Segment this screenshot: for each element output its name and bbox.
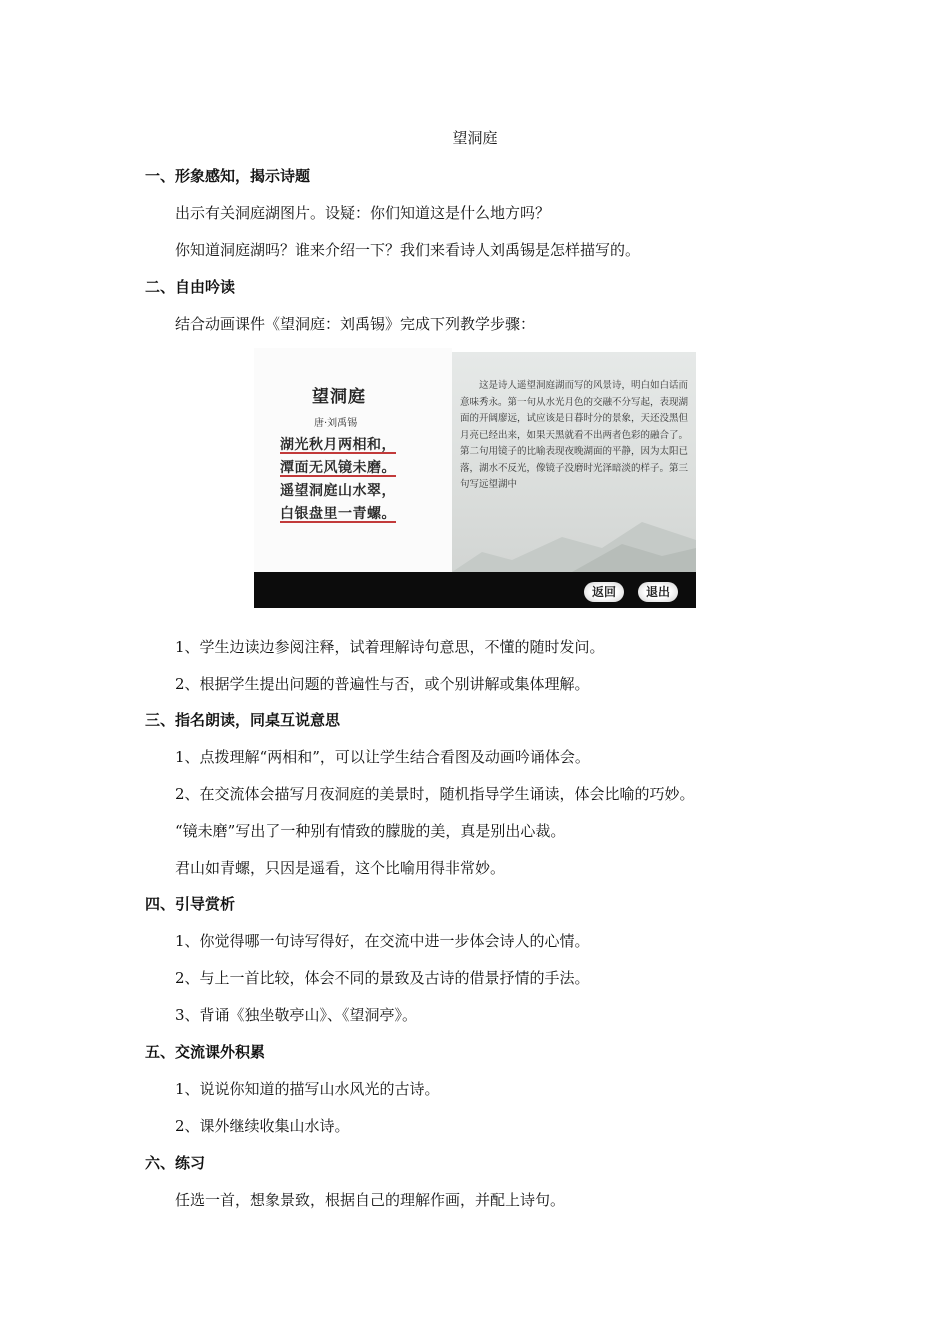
paragraph: 君山如青螺，只因是遥看，这个比喻用得非常妙。 <box>175 859 506 877</box>
paragraph: 2、根据学生提出问题的普遍性与否，或个别讲解或集体理解。 <box>175 675 590 693</box>
paragraph: 3、背诵《独坐敬亭山》、《望洞亭》。 <box>175 1006 418 1024</box>
poem-line-text: 白银盘里一青螺。 <box>280 506 396 522</box>
section-heading-3: 三、指名朗读，同桌互说意思 <box>145 711 341 729</box>
poem-panel <box>254 348 452 572</box>
section-heading-2: 二、自由吟读 <box>145 278 236 296</box>
courseware-toolbar <box>254 572 696 608</box>
back-button[interactable]: 返回 <box>584 582 624 602</box>
paragraph: 2、在交流体会描写月夜洞庭的美景时，随机指导学生诵读，体会比喻的巧妙。 <box>175 785 695 803</box>
paragraph: 出示有关洞庭湖图片。设疑：你们知道这是什么地方吗？ <box>175 204 551 222</box>
paragraph: 1、点拨理解“两相和”，可以让学生结合看图及动画吟诵体会。 <box>175 748 590 766</box>
poem-line-text: 遥望洞庭山水翠， <box>280 483 396 499</box>
annotation-panel <box>452 352 696 572</box>
paragraph: 任选一首，想象景致，根据自己的理解作画，并配上诗句。 <box>175 1191 566 1209</box>
paragraph: 你知道洞庭湖吗？谁来介绍一下？我们来看诗人刘禹锡是怎样描写的。 <box>175 241 641 259</box>
paragraph: 1、说说你知道的描写山水风光的古诗。 <box>175 1080 440 1098</box>
poem-line <box>280 480 396 500</box>
paragraph: 结合动画课件《望洞庭：刘禹锡》完成下列教学步骤： <box>175 315 536 333</box>
paragraph: 2、课外继续收集山水诗。 <box>175 1117 350 1135</box>
poem-author: 唐·刘禹锡 <box>314 418 358 429</box>
paragraph: 2、与上一首比较，体会不同的景致及古诗的借景抒情的手法。 <box>175 969 590 987</box>
section-heading-6: 六、练习 <box>145 1154 206 1172</box>
paragraph: “镜未磨”写出了一种别有情致的朦胧的美，真是别出心裁。 <box>175 822 566 840</box>
poem-line <box>280 503 396 523</box>
section-heading-5: 五、交流课外积累 <box>145 1043 266 1061</box>
section-heading-1: 一、形象感知，揭示诗题 <box>145 167 311 185</box>
mountain-landscape-icon <box>452 482 696 572</box>
poem-line-text: 潭面无风镜未磨。 <box>280 460 396 476</box>
annotation-text: 这是诗人遥望洞庭湖而写的风景诗，明白如白话而意味秀永。第一句从水光月色的交融不分写起，表现湖面的开阔廖远，试应该是日暮时分的景象，天还没黑但月亮已经出来，如果天黑就看不出两者色彩的融合了。第二句用镜子的比喻表现夜晚湖面的平静，因为太阳已落，湖水不反光，像镜子没磨时光泽暗淡的样子。第三句写远望湖中 <box>460 380 689 490</box>
poem-line-text: 湖光秋月两相和， <box>280 437 396 453</box>
poem-line <box>280 457 396 477</box>
page-title: 望洞庭 <box>452 129 498 147</box>
exit-button[interactable]: 退出 <box>638 582 678 602</box>
courseware-screenshot <box>254 348 696 608</box>
paragraph: 1、你觉得哪一句诗写得好，在交流中进一步体会诗人的心情。 <box>175 932 590 950</box>
poem-title: 望洞庭 <box>312 387 366 407</box>
section-heading-4: 四、引导赏析 <box>145 895 236 913</box>
paragraph: 1、学生边读边参阅注释，试着理解诗句意思，不懂的随时发问。 <box>175 638 605 656</box>
poem-line <box>280 434 396 454</box>
